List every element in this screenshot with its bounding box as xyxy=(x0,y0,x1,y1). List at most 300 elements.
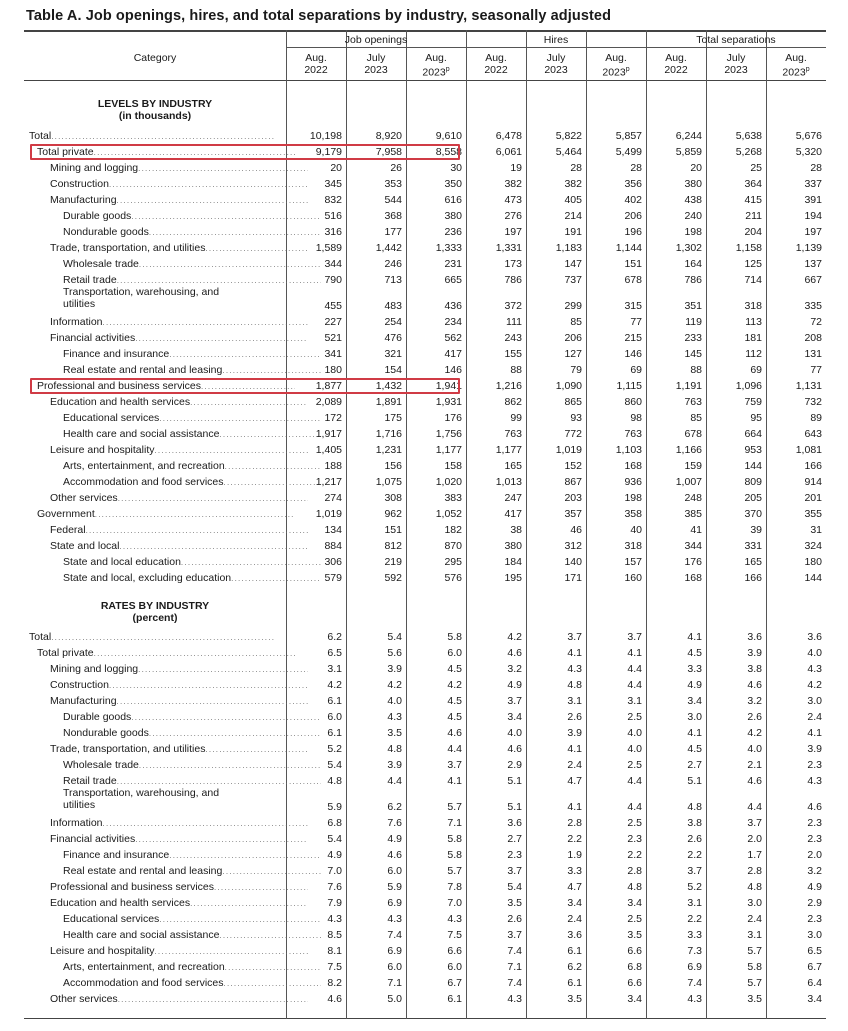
table-cell: 5.6 xyxy=(387,647,402,659)
table-cell: 6.4 xyxy=(807,977,822,989)
table-row xyxy=(24,879,826,895)
table-cell: 1,081 xyxy=(795,444,822,456)
table-cell: 2.8 xyxy=(627,865,642,877)
table-cell: 380 xyxy=(684,178,702,190)
table-title: Table A. Job openings, hires, and total separations by industry, seasonally adjusted xyxy=(26,8,612,24)
table-cell: 276 xyxy=(504,210,522,222)
table-cell: 7.4 xyxy=(507,977,522,989)
table-cell: 69 xyxy=(750,364,762,376)
row-label: Arts, entertainment, and recreation . . . xyxy=(24,961,321,974)
table-cell: 318 xyxy=(624,540,642,552)
table-cell: 7,958 xyxy=(375,146,402,158)
table-cell: 20 xyxy=(690,162,702,174)
table-cell: 364 xyxy=(744,178,762,190)
data-table xyxy=(24,30,826,1020)
table-cell: 89 xyxy=(810,412,822,424)
table-row xyxy=(24,176,826,192)
table-cell: 1,231 xyxy=(375,444,402,456)
table-cell: 4.9 xyxy=(507,679,522,691)
table-row xyxy=(24,629,826,645)
table-cell: 1,096 xyxy=(735,380,762,392)
table-cell: 4.8 xyxy=(627,881,642,893)
table-cell: 483 xyxy=(384,300,402,312)
table-cell: 357 xyxy=(564,508,582,520)
row-label: Professional and business services . . . xyxy=(24,380,295,393)
table-cell: 4.9 xyxy=(807,881,822,893)
table-cell: 1,020 xyxy=(435,476,462,488)
row-label: Mining and logging . . . xyxy=(24,162,308,175)
table-cell: 234 xyxy=(444,316,462,328)
table-cell: 8,558 xyxy=(435,146,462,158)
table-cell: 1,177 xyxy=(435,444,462,456)
table-cell: 4.6 xyxy=(387,849,402,861)
table-cell: 4.8 xyxy=(747,881,762,893)
table-cell: 521 xyxy=(324,332,342,344)
row-label: State and local . . . xyxy=(24,540,308,553)
table-cell: 6.8 xyxy=(627,961,642,973)
table-cell: 2.6 xyxy=(747,711,762,723)
table-cell: 3.4 xyxy=(627,897,642,909)
table-cell: 274 xyxy=(324,492,342,504)
section-heading: RATES BY INDUSTRY (percent) xyxy=(100,600,210,624)
table-cell: 205 xyxy=(744,492,762,504)
table-cell: 3.2 xyxy=(507,663,522,675)
table-cell: 7.6 xyxy=(387,817,402,829)
table-row xyxy=(24,490,826,506)
table-cell: 1,941 xyxy=(435,380,462,392)
table-cell: 166 xyxy=(744,572,762,584)
table-cell: 1,013 xyxy=(495,476,522,488)
table-cell: 1,019 xyxy=(315,508,342,520)
table-cell: 368 xyxy=(384,210,402,222)
table-cell: 2.2 xyxy=(567,833,582,845)
table-cell: 8.1 xyxy=(327,945,342,957)
table-cell: 98 xyxy=(630,412,642,424)
table-cell: 151 xyxy=(384,524,402,536)
table-row xyxy=(24,256,826,272)
table-cell: 8.5 xyxy=(327,929,342,941)
table-cell: 6,478 xyxy=(495,130,522,142)
table-cell: 4.0 xyxy=(807,647,822,659)
table-cell: 41 xyxy=(690,524,702,536)
table-cell: 3.5 xyxy=(627,929,642,941)
table-cell: 4.1 xyxy=(567,647,582,659)
table-cell: 4.3 xyxy=(387,711,402,723)
table-cell: 763 xyxy=(504,428,522,440)
table-row xyxy=(24,286,826,314)
table-cell: 772 xyxy=(564,428,582,440)
table-cell: 1,158 xyxy=(735,242,762,254)
table-cell: 4.4 xyxy=(627,679,642,691)
table-cell: 1,442 xyxy=(375,242,402,254)
table-cell: 3.0 xyxy=(807,695,822,707)
table-cell: 5.1 xyxy=(507,775,522,787)
table-row xyxy=(24,330,826,346)
table-cell: 2.4 xyxy=(747,913,762,925)
table-cell: 165 xyxy=(504,460,522,472)
table-cell: 5,859 xyxy=(675,146,702,158)
row-label: Construction . . . xyxy=(24,679,308,692)
table-row xyxy=(24,725,826,741)
table-row xyxy=(24,959,826,975)
row-label: Federal . . . xyxy=(24,524,308,537)
table-cell: 111 xyxy=(506,316,522,328)
table-cell: 3.3 xyxy=(687,929,702,941)
row-label: Real estate and rental and leasing . . . xyxy=(24,364,321,377)
table-cell: 6.6 xyxy=(447,945,462,957)
row-label: Accommodation and food services . . . xyxy=(24,977,321,990)
table-cell: 145 xyxy=(684,348,702,360)
table-row xyxy=(24,895,826,911)
table-cell: 2.0 xyxy=(807,849,822,861)
table-cell: 4.3 xyxy=(687,993,702,1005)
table-cell: 4.5 xyxy=(687,647,702,659)
table-cell: 786 xyxy=(504,274,522,286)
table-cell: 5.8 xyxy=(447,833,462,845)
column-group-header: Job openings xyxy=(344,34,408,46)
table-cell: 206 xyxy=(624,210,642,222)
table-cell: 5.1 xyxy=(507,801,522,813)
row-label: Total . . . xyxy=(24,631,287,644)
table-cell: 355 xyxy=(804,508,822,520)
table-cell: 4.0 xyxy=(507,727,522,739)
table-cell: 476 xyxy=(384,332,402,344)
row-label: Finance and insurance . . . xyxy=(24,849,321,862)
table-cell: 85 xyxy=(690,412,702,424)
table-cell: 131 xyxy=(804,348,822,360)
table-cell: 4.6 xyxy=(507,647,522,659)
table-row xyxy=(24,394,826,410)
table-cell: 356 xyxy=(624,178,642,190)
table-cell: 353 xyxy=(384,178,402,190)
table-cell: 1,166 xyxy=(675,444,702,456)
table-cell: 6.8 xyxy=(327,817,342,829)
table-cell: 8,920 xyxy=(375,130,402,142)
row-label: Leisure and hospitality . . . xyxy=(24,945,308,958)
table-cell: 6.1 xyxy=(327,727,342,739)
table-row xyxy=(24,661,826,677)
table-cell: 3.9 xyxy=(387,759,402,771)
table-cell: 4.6 xyxy=(747,679,762,691)
table-cell: 72 xyxy=(810,316,822,328)
table-cell: 5,464 xyxy=(555,146,582,158)
table-cell: 321 xyxy=(384,348,402,360)
table-cell: 7.0 xyxy=(447,897,462,909)
table-cell: 159 xyxy=(684,460,702,472)
table-cell: 4.5 xyxy=(687,743,702,755)
table-cell: 8.2 xyxy=(327,977,342,989)
table-cell: 146 xyxy=(624,348,642,360)
table-cell: 678 xyxy=(684,428,702,440)
table-cell: 127 xyxy=(564,348,582,360)
table-cell: 5,857 xyxy=(615,130,642,142)
table-cell: 39 xyxy=(750,524,762,536)
table-cell: 4.0 xyxy=(747,743,762,755)
table-cell: 402 xyxy=(624,194,642,206)
table-cell: 2.2 xyxy=(687,849,702,861)
row-label: Education and health services . . . xyxy=(24,897,308,910)
table-cell: 759 xyxy=(744,396,762,408)
table-cell: 3.1 xyxy=(327,663,342,675)
table-cell: 6.0 xyxy=(387,865,402,877)
table-cell: 6.0 xyxy=(327,711,342,723)
table-cell: 227 xyxy=(324,316,342,328)
table-cell: 4.5 xyxy=(447,695,462,707)
table-cell: 10,198 xyxy=(309,130,342,142)
table-cell: 316 xyxy=(324,226,342,238)
table-row xyxy=(24,975,826,991)
table-row xyxy=(24,362,826,378)
table-cell: 3.7 xyxy=(507,929,522,941)
table-cell: 2,089 xyxy=(315,396,342,408)
table-cell: 936 xyxy=(624,476,642,488)
table-cell: 3.6 xyxy=(507,817,522,829)
table-cell: 175 xyxy=(384,412,402,424)
highlight-box xyxy=(30,144,460,160)
table-cell: 335 xyxy=(804,300,822,312)
table-cell: 6.6 xyxy=(627,977,642,989)
table-cell: 295 xyxy=(444,556,462,568)
table-cell: 3.8 xyxy=(747,663,762,675)
table-cell: 763 xyxy=(624,428,642,440)
table-cell: 233 xyxy=(684,332,702,344)
table-cell: 4.3 xyxy=(507,993,522,1005)
table-cell: 196 xyxy=(624,226,642,238)
row-label: Education and health services . . . xyxy=(24,396,308,409)
table-cell: 3.0 xyxy=(807,929,822,941)
table-cell: 4.0 xyxy=(627,743,642,755)
table-cell: 46 xyxy=(570,524,582,536)
table-cell: 4.3 xyxy=(447,913,462,925)
table-cell: 3.1 xyxy=(567,695,582,707)
table-cell: 2.3 xyxy=(807,913,822,925)
table-cell: 455 xyxy=(324,300,342,312)
table-cell: 763 xyxy=(684,396,702,408)
row-label: Accommodation and food services . . . xyxy=(24,476,321,489)
table-cell: 180 xyxy=(804,556,822,568)
table-cell: 5.9 xyxy=(387,881,402,893)
table-cell: 4.1 xyxy=(687,727,702,739)
table-cell: 4.1 xyxy=(807,727,822,739)
table-cell: 4.1 xyxy=(567,801,582,813)
table-cell: 6.2 xyxy=(387,801,402,813)
table-cell: 197 xyxy=(804,226,822,238)
row-label: Mining and logging . . . xyxy=(24,663,308,676)
table-cell: 248 xyxy=(684,492,702,504)
table-row xyxy=(24,426,826,442)
table-cell: 6.5 xyxy=(327,647,342,659)
table-row xyxy=(24,410,826,426)
table-cell: 165 xyxy=(744,556,762,568)
table-cell: 713 xyxy=(384,274,402,286)
table-cell: 69 xyxy=(630,364,642,376)
table-cell: 350 xyxy=(444,178,462,190)
table-cell: 1,090 xyxy=(555,380,582,392)
table-cell: 1.9 xyxy=(567,849,582,861)
table-cell: 147 xyxy=(564,258,582,270)
table-cell: 385 xyxy=(684,508,702,520)
row-label: Durable goods . . . xyxy=(24,210,321,223)
table-cell: 4.8 xyxy=(327,775,342,787)
table-cell: 3.9 xyxy=(387,663,402,675)
table-cell: 157 xyxy=(624,556,642,568)
column-header: Aug. 2023$^p$ xyxy=(422,52,450,79)
table-cell: 5,676 xyxy=(795,130,822,142)
table-cell: 211 xyxy=(745,210,762,222)
table-cell: 345 xyxy=(324,178,342,190)
table-cell: 112 xyxy=(745,348,762,360)
table-cell: 2.1 xyxy=(747,759,762,771)
table-cell: 9,179 xyxy=(315,146,342,158)
table-cell: 180 xyxy=(324,364,342,376)
table-cell: 1.7 xyxy=(747,849,762,861)
table-cell: 2.4 xyxy=(807,711,822,723)
table-cell: 7.9 xyxy=(327,897,342,909)
table-cell: 1,216 xyxy=(495,380,522,392)
table-cell: 562 xyxy=(444,332,462,344)
table-cell: 544 xyxy=(384,194,402,206)
table-cell: 4.9 xyxy=(387,833,402,845)
table-cell: 6.9 xyxy=(387,945,402,957)
row-label: Educational services . . . xyxy=(24,412,321,425)
category-header: Category xyxy=(133,52,177,64)
table-cell: 324 xyxy=(804,540,822,552)
table-cell: 380 xyxy=(444,210,462,222)
table-cell: 154 xyxy=(384,364,402,376)
table-cell: 5.4 xyxy=(507,881,522,893)
table-cell: 158 xyxy=(444,460,462,472)
table-cell: 6.1 xyxy=(447,993,462,1005)
row-label: Information . . . xyxy=(24,316,308,329)
table-row xyxy=(24,831,826,847)
table-cell: 28 xyxy=(810,162,822,174)
row-label: Arts, entertainment, and recreation . . . xyxy=(24,460,321,473)
table-cell: 134 xyxy=(324,524,342,536)
table-cell: 1,115 xyxy=(616,380,642,392)
table-cell: 2.6 xyxy=(687,833,702,845)
table-cell: 140 xyxy=(564,556,582,568)
table-cell: 2.4 xyxy=(567,759,582,771)
table-cell: 3.8 xyxy=(687,817,702,829)
table-cell: 113 xyxy=(745,316,762,328)
table-cell: 144 xyxy=(804,572,822,584)
table-cell: 6.2 xyxy=(327,631,342,643)
table-cell: 4.2 xyxy=(327,679,342,691)
table-row xyxy=(24,787,826,815)
table-row xyxy=(24,208,826,224)
table-row xyxy=(24,709,826,725)
table-cell: 1,103 xyxy=(615,444,642,456)
table-cell: 4.4 xyxy=(447,743,462,755)
table-cell: 7.1 xyxy=(447,817,462,829)
table-cell: 5.4 xyxy=(327,833,342,845)
table-cell: 732 xyxy=(804,396,822,408)
table-cell: 576 xyxy=(444,572,462,584)
table-cell: 6.6 xyxy=(627,945,642,957)
table-cell: 2.8 xyxy=(567,817,582,829)
table-cell: 315 xyxy=(624,300,642,312)
table-cell: 5.8 xyxy=(447,631,462,643)
table-cell: 4.4 xyxy=(747,801,762,813)
table-cell: 144 xyxy=(744,460,762,472)
table-cell: 5.4 xyxy=(387,631,402,643)
table-cell: 870 xyxy=(444,540,462,552)
row-label: Retail trade . . . xyxy=(24,775,321,788)
table-cell: 6.0 xyxy=(387,961,402,973)
table-cell: 4.0 xyxy=(627,727,642,739)
table-cell: 2.3 xyxy=(807,833,822,845)
table-cell: 4.2 xyxy=(507,631,522,643)
column-header: July 2023 xyxy=(544,52,568,76)
row-label: Transportation, warehousing, and utilities xyxy=(63,286,220,310)
table-cell: 5.9 xyxy=(327,801,342,813)
row-label: Retail trade . . . xyxy=(24,274,321,287)
table-cell: 3.6 xyxy=(747,631,762,643)
row-label: Trade, transportation, and utilities . . . xyxy=(24,242,308,255)
table-cell: 351 xyxy=(684,300,702,312)
table-cell: 417 xyxy=(444,348,462,360)
table-cell: 667 xyxy=(804,274,822,286)
table-cell: 3.4 xyxy=(507,711,522,723)
table-cell: 4.3 xyxy=(567,663,582,675)
table-cell: 3.3 xyxy=(687,663,702,675)
table-cell: 306 xyxy=(324,556,342,568)
table-cell: 6.9 xyxy=(387,897,402,909)
table-cell: 3.2 xyxy=(747,695,762,707)
table-cell: 4.6 xyxy=(327,993,342,1005)
table-cell: 4.3 xyxy=(807,663,822,675)
table-cell: 25 xyxy=(750,162,762,174)
table-row xyxy=(24,224,826,240)
table-cell: 4.3 xyxy=(387,913,402,925)
table-cell: 30 xyxy=(450,162,462,174)
table-cell: 201 xyxy=(804,492,822,504)
table-row xyxy=(24,522,826,538)
table-cell: 188 xyxy=(324,460,342,472)
row-label: State and local, excluding education . . . xyxy=(24,572,321,585)
table-cell: 125 xyxy=(744,258,762,270)
table-row xyxy=(24,693,826,709)
table-cell: 643 xyxy=(804,428,822,440)
table-cell: 173 xyxy=(504,258,522,270)
table-cell: 6.2 xyxy=(567,961,582,973)
table-cell: 2.5 xyxy=(627,711,642,723)
table-cell: 372 xyxy=(504,300,522,312)
table-row xyxy=(24,741,826,757)
table-row xyxy=(24,442,826,458)
table-cell: 473 xyxy=(504,194,522,206)
table-cell: 3.3 xyxy=(567,865,582,877)
table-cell: 31 xyxy=(810,524,822,536)
table-cell: 3.0 xyxy=(687,711,702,723)
table-cell: 168 xyxy=(624,460,642,472)
column-header: July 2023 xyxy=(364,52,388,76)
table-cell: 4.5 xyxy=(447,663,462,675)
table-cell: 714 xyxy=(744,274,762,286)
table-cell: 405 xyxy=(564,194,582,206)
table-row xyxy=(24,815,826,831)
table-cell: 219 xyxy=(384,556,402,568)
table-cell: 3.4 xyxy=(807,993,822,1005)
table-cell: 4.6 xyxy=(507,743,522,755)
table-cell: 1,589 xyxy=(315,242,342,254)
table-cell: 3.2 xyxy=(807,865,822,877)
column-header: Aug. 2022 xyxy=(484,52,508,76)
table-cell: 6.0 xyxy=(447,961,462,973)
row-label: Manufacturing . . . xyxy=(24,194,308,207)
table-cell: 77 xyxy=(630,316,642,328)
table-row xyxy=(24,677,826,693)
